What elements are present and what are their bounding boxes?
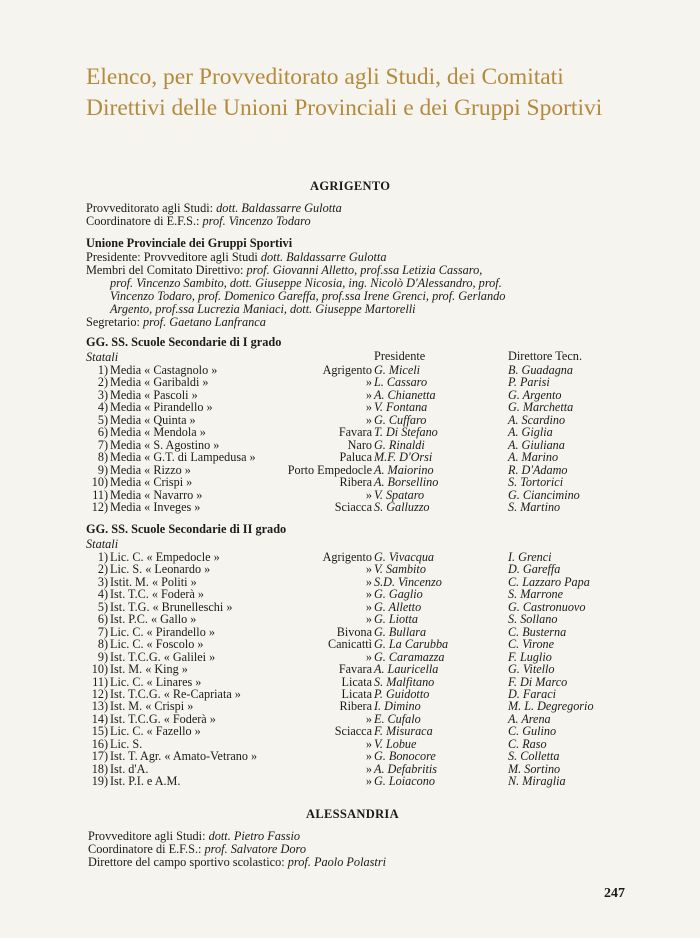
al-provv-label: Provveditore agli Studi: — [88, 829, 206, 843]
membri-line-3: Vincenzo Todaro, prof. Domenico Gareffa, prof.ssa Irene Grenci, prof. Gerlando — [110, 289, 506, 303]
direttore-name: S. Marrone — [508, 587, 564, 602]
town-name: » — [365, 774, 372, 789]
direttore-name: P. Parisi — [508, 375, 550, 390]
title-line-1: Elenco, per Provveditorato agli Studi, dei Comitati — [86, 64, 564, 90]
row-number: 16) — [91, 736, 108, 751]
al-coord-name: prof. Salvatore Doro — [204, 842, 306, 856]
direttore-name: C. Raso — [508, 736, 547, 751]
membri-line-4: Argento, prof.ssa Lucrezia Maniaci, dott. Giuseppe Martorelli — [110, 302, 416, 316]
town-name: » — [365, 587, 372, 602]
gg1-col-direttore: Direttore Tecn. — [508, 349, 583, 363]
presidente-name: A. Borsellino — [374, 475, 439, 490]
row-number: 8) — [97, 637, 108, 652]
direttore-name: S. Colletta — [508, 749, 560, 764]
row-number: 5) — [97, 599, 108, 614]
town-name: Agrigento — [322, 550, 372, 564]
town-name: Ribera — [339, 699, 372, 714]
town-name: Porto Empedocle — [287, 462, 372, 477]
school-name: Media « Mendola » — [110, 425, 206, 440]
school-name: Ist. M. « Crispi » — [110, 699, 194, 714]
school-name: Media « Castagnolo » — [110, 363, 218, 377]
direttore-name: A. Marino — [508, 450, 559, 465]
presidente-name: G. Alletto — [374, 599, 422, 614]
row-number: 1) — [97, 550, 108, 564]
school-name: Media « Navarro » — [110, 487, 203, 502]
town-name: » — [365, 400, 372, 415]
school-name: Ist. T. Agr. « Amato-Vetrano » — [110, 749, 258, 764]
town-name: Paluca — [339, 450, 372, 465]
direttore-name: R. D'Adamo — [508, 462, 568, 477]
presidente-name: F. Misuraca — [374, 724, 433, 739]
town-name: » — [365, 574, 372, 589]
school-name: Media « Crispi » — [110, 475, 193, 490]
direttore-name: C. Lazzaro Papa — [508, 574, 590, 589]
town-name: Licata — [341, 686, 372, 701]
presidente-name: E. Cufalo — [374, 711, 421, 726]
direttore-name: S. Tortorici — [508, 475, 564, 490]
row-number: 6) — [97, 612, 108, 627]
school-name: Media « Pirandello » — [110, 400, 213, 415]
provv-name: dott. Baldassarre Gulotta — [216, 201, 342, 215]
row-number: 1) — [97, 363, 108, 377]
school-name: Istit. M. « Politi » — [110, 574, 197, 589]
alessandria-direttore-campo — [88, 856, 386, 869]
school-name: Media « Quinta » — [110, 412, 196, 427]
presidente-name: L. Cassaro — [374, 375, 428, 390]
direttore-name: S. Sollano — [508, 612, 558, 627]
presidente-name: G. Gaglio — [374, 587, 423, 602]
town-name: Sciacca — [334, 499, 372, 514]
row-number: 11) — [92, 674, 108, 689]
row-number: 14) — [91, 711, 108, 726]
direttore-name: D. Gareffa — [508, 562, 561, 577]
direttore-name: I. Grenci — [508, 550, 552, 564]
row-number: 11) — [92, 487, 108, 502]
direttore-name: D. Faraci — [508, 686, 557, 701]
town-name: Favara — [338, 425, 372, 440]
gg1-heading: GG. SS. Scuole Secondarie di I grado — [86, 335, 282, 349]
presidente-name: G. Cuffaro — [374, 412, 427, 427]
school-name: Ist. T.C.G. « Foderà » — [110, 711, 216, 726]
row-number: 12) — [91, 686, 108, 701]
presidente-name: M.F. D'Orsi — [374, 450, 433, 465]
direttore-name: A. Arena — [508, 711, 551, 726]
table-row — [86, 476, 686, 489]
pres-label: Presidente: Provveditore agli Studi — [86, 250, 258, 264]
row-number: 13) — [91, 699, 108, 714]
school-name: Lic. C. « Empedocle » — [110, 550, 220, 564]
presidente-name: A. Chianetta — [374, 387, 436, 402]
school-name: Ist. T.C. « Foderà » — [110, 587, 204, 602]
town-name: » — [365, 711, 372, 726]
town-name: » — [365, 749, 372, 764]
direttore-name: C. Busterna — [508, 624, 567, 639]
presidente-name: I. Dimino — [374, 699, 421, 714]
presidente-name: A. Defabritis — [374, 761, 437, 776]
table-row — [86, 663, 686, 676]
row-number: 15) — [91, 724, 108, 739]
direttore-name: B. Guadagna — [508, 363, 573, 377]
direttore-name: N. Miraglia — [508, 774, 566, 789]
page-number: 247 — [604, 886, 625, 901]
gg2-heading: GG. SS. Scuole Secondarie di II grado — [86, 522, 287, 536]
row-number: 18) — [91, 761, 108, 776]
town-name: Bivona — [336, 624, 372, 639]
row-number: 10) — [91, 662, 108, 677]
presidente-name: A. Maiorino — [374, 462, 434, 477]
town-name: » — [365, 736, 372, 751]
school-name: Ist. T.C.G. « Re-Capriata » — [110, 686, 241, 701]
direttore-name: C. Virone — [508, 637, 555, 652]
table-row — [86, 451, 686, 464]
school-name: Ist. T.C.G. « Galilei » — [110, 649, 216, 664]
presidente-name: T. Di Stefano — [374, 425, 438, 440]
direttore-name: A. Scardino — [508, 412, 566, 427]
direttore-name: G. Vitello — [508, 662, 555, 677]
row-number: 7) — [97, 437, 108, 452]
school-name: Lic. C. « Pirandello » — [110, 624, 215, 639]
al-dir-name: prof. Paolo Polastri — [287, 855, 387, 869]
presidente-name: P. Guidotto — [374, 686, 430, 701]
school-name: Lic. C. « Linares » — [110, 674, 202, 689]
presidente-name: A. Lauricella — [374, 662, 439, 677]
presidente-name: V. Fontana — [374, 400, 428, 415]
direttore-name: M. L. Degregorio — [508, 699, 594, 714]
table-row — [86, 725, 686, 738]
presidente-name: G. Bonocore — [374, 749, 436, 764]
school-name: Ist. T.G. « Brunelleschi » — [110, 599, 233, 614]
school-name: Lic. S. « Leonardo » — [110, 562, 211, 577]
town-name: » — [365, 412, 372, 427]
school-name: Lic. S. — [110, 736, 143, 751]
row-number: 9) — [97, 462, 108, 477]
row-number: 17) — [91, 749, 108, 764]
school-name: Lic. C. « Fazello » — [110, 724, 201, 739]
presidente-name: S. Malfitano — [374, 674, 435, 689]
provv-label: Provveditorato agli Studi: — [86, 201, 214, 215]
pres-name: dott. Baldassarre Gulotta — [260, 250, 387, 264]
row-number: 9) — [97, 649, 108, 664]
town-name: » — [365, 599, 372, 614]
school-name: Ist. M. « King » — [110, 662, 188, 677]
school-name: Ist. P.I. e A.M. — [110, 774, 181, 789]
direttore-name: F. Di Marco — [508, 674, 568, 689]
direttore-name: M. Sortino — [508, 761, 561, 776]
membri-line-2: prof. Vincenzo Sambito, dott. Giuseppe Nicosia, ing. Nicolò D'Alessandro, prof. — [110, 276, 502, 290]
school-name: Ist. d'A. — [110, 761, 149, 776]
table-row — [86, 426, 686, 439]
membri-label: Membri del Comitato Direttivo: — [86, 263, 244, 277]
town-name: Ribera — [339, 475, 372, 490]
town-name: » — [365, 612, 372, 627]
presidente-name: G. Rinaldi — [374, 437, 425, 452]
direttore-name: S. Martino — [508, 499, 561, 514]
direttore-name: G. Argento — [508, 387, 562, 402]
direttore-name: G. Ciancimino — [508, 487, 580, 502]
town-name: Canicattì — [328, 637, 372, 652]
direttore-name: A. Giuliana — [508, 437, 565, 452]
row-number: 3) — [97, 387, 108, 402]
table-row — [86, 501, 686, 514]
agrigento-coordinatore — [86, 215, 311, 228]
unione-heading: Unione Provinciale dei Gruppi Sportivi — [86, 236, 293, 250]
row-number: 5) — [97, 412, 108, 427]
presidente-name: G. Vivacqua — [374, 550, 435, 564]
coord-name: prof. Vincenzo Todaro — [202, 214, 311, 228]
row-number: 19) — [91, 774, 108, 789]
al-provv-name: dott. Pietro Fassio — [208, 829, 301, 843]
table-row — [86, 775, 686, 788]
table-row — [86, 750, 686, 763]
direttore-name: A. Giglia — [508, 425, 553, 440]
town-name: » — [365, 562, 372, 577]
page-title — [86, 62, 666, 124]
school-name: Media « Pascoli » — [110, 387, 198, 402]
table-row — [86, 613, 686, 626]
town-name: Favara — [338, 662, 372, 677]
row-number: 10) — [91, 475, 108, 490]
presidente-name: G. Liotta — [374, 612, 419, 627]
row-number: 7) — [97, 624, 108, 639]
town-name: » — [365, 487, 372, 502]
presidente-name: G. La Carubba — [374, 637, 449, 652]
town-name: Licata — [341, 674, 372, 689]
row-number: 3) — [97, 574, 108, 589]
presidente-name: S.D. Vincenzo — [374, 574, 442, 589]
title-line-2: Direttivi delle Unioni Provinciali e dei Gruppi Sportivi — [86, 95, 603, 121]
presidente-name: G. Miceli — [374, 363, 421, 377]
row-number: 2) — [97, 562, 108, 577]
presidente-name: G. Loiacono — [374, 774, 435, 789]
row-number: 4) — [97, 587, 108, 602]
direttore-name: F. Luglio — [508, 649, 552, 664]
segretario — [86, 316, 266, 329]
segr-name: prof. Gaetano Lanfranca — [143, 315, 266, 329]
town-name: » — [365, 761, 372, 776]
school-name: Lic. C. « Foscolo » — [110, 637, 204, 652]
al-coord-label: Coordinatore di E.F.S.: — [88, 842, 202, 856]
school-name: Media « Inveges » — [110, 499, 201, 514]
school-name: Ist. P.C. « Gallo » — [110, 612, 197, 627]
table-row — [86, 638, 686, 651]
agrigento-heading: AGRIGENTO — [310, 179, 391, 193]
presidente-name: V. Sambito — [374, 562, 426, 577]
gg1-col-presidente: Presidente — [374, 349, 426, 363]
town-name: Agrigento — [322, 363, 372, 377]
town-name: » — [365, 387, 372, 402]
town-name: Sciacca — [334, 724, 372, 739]
school-name: Media « Garibaldi » — [110, 375, 209, 390]
school-name: Media « G.T. di Lampedusa » — [110, 450, 256, 465]
direttore-name: C. Gulino — [508, 724, 557, 739]
row-number: 6) — [97, 425, 108, 440]
coord-label: Coordinatore di E.F.S.: — [86, 214, 200, 228]
gg1-statali: Statali — [86, 350, 119, 364]
town-name: Naro — [347, 437, 372, 452]
school-name: Media « S. Agostino » — [110, 437, 220, 452]
row-number: 2) — [97, 375, 108, 390]
alessandria-heading: ALESSANDRIA — [306, 807, 399, 821]
direttore-name: G. Marchetta — [508, 400, 574, 415]
presidente-name: S. Galluzzo — [374, 499, 430, 514]
town-name: » — [365, 649, 372, 664]
row-number: 4) — [97, 400, 108, 415]
membri-names-1: prof. Giovanni Alletto, prof.ssa Letizia Cassaro, — [246, 263, 483, 277]
segr-label: Segretario: — [86, 315, 140, 329]
town-name: » — [365, 375, 372, 390]
presidente-name: G. Bullara — [374, 624, 427, 639]
direttore-name: G. Castronuovo — [508, 599, 586, 614]
row-number: 12) — [91, 499, 108, 514]
school-name: Media « Rizzo » — [110, 462, 191, 477]
presidente-name: V. Lobue — [374, 736, 417, 751]
al-dir-label: Direttore del campo sportivo scolastico: — [88, 855, 285, 869]
gg2-statali: Statali — [86, 537, 119, 551]
presidente-name: V. Spataro — [374, 487, 425, 502]
row-number: 8) — [97, 450, 108, 465]
presidente-name: G. Caramazza — [374, 649, 445, 664]
